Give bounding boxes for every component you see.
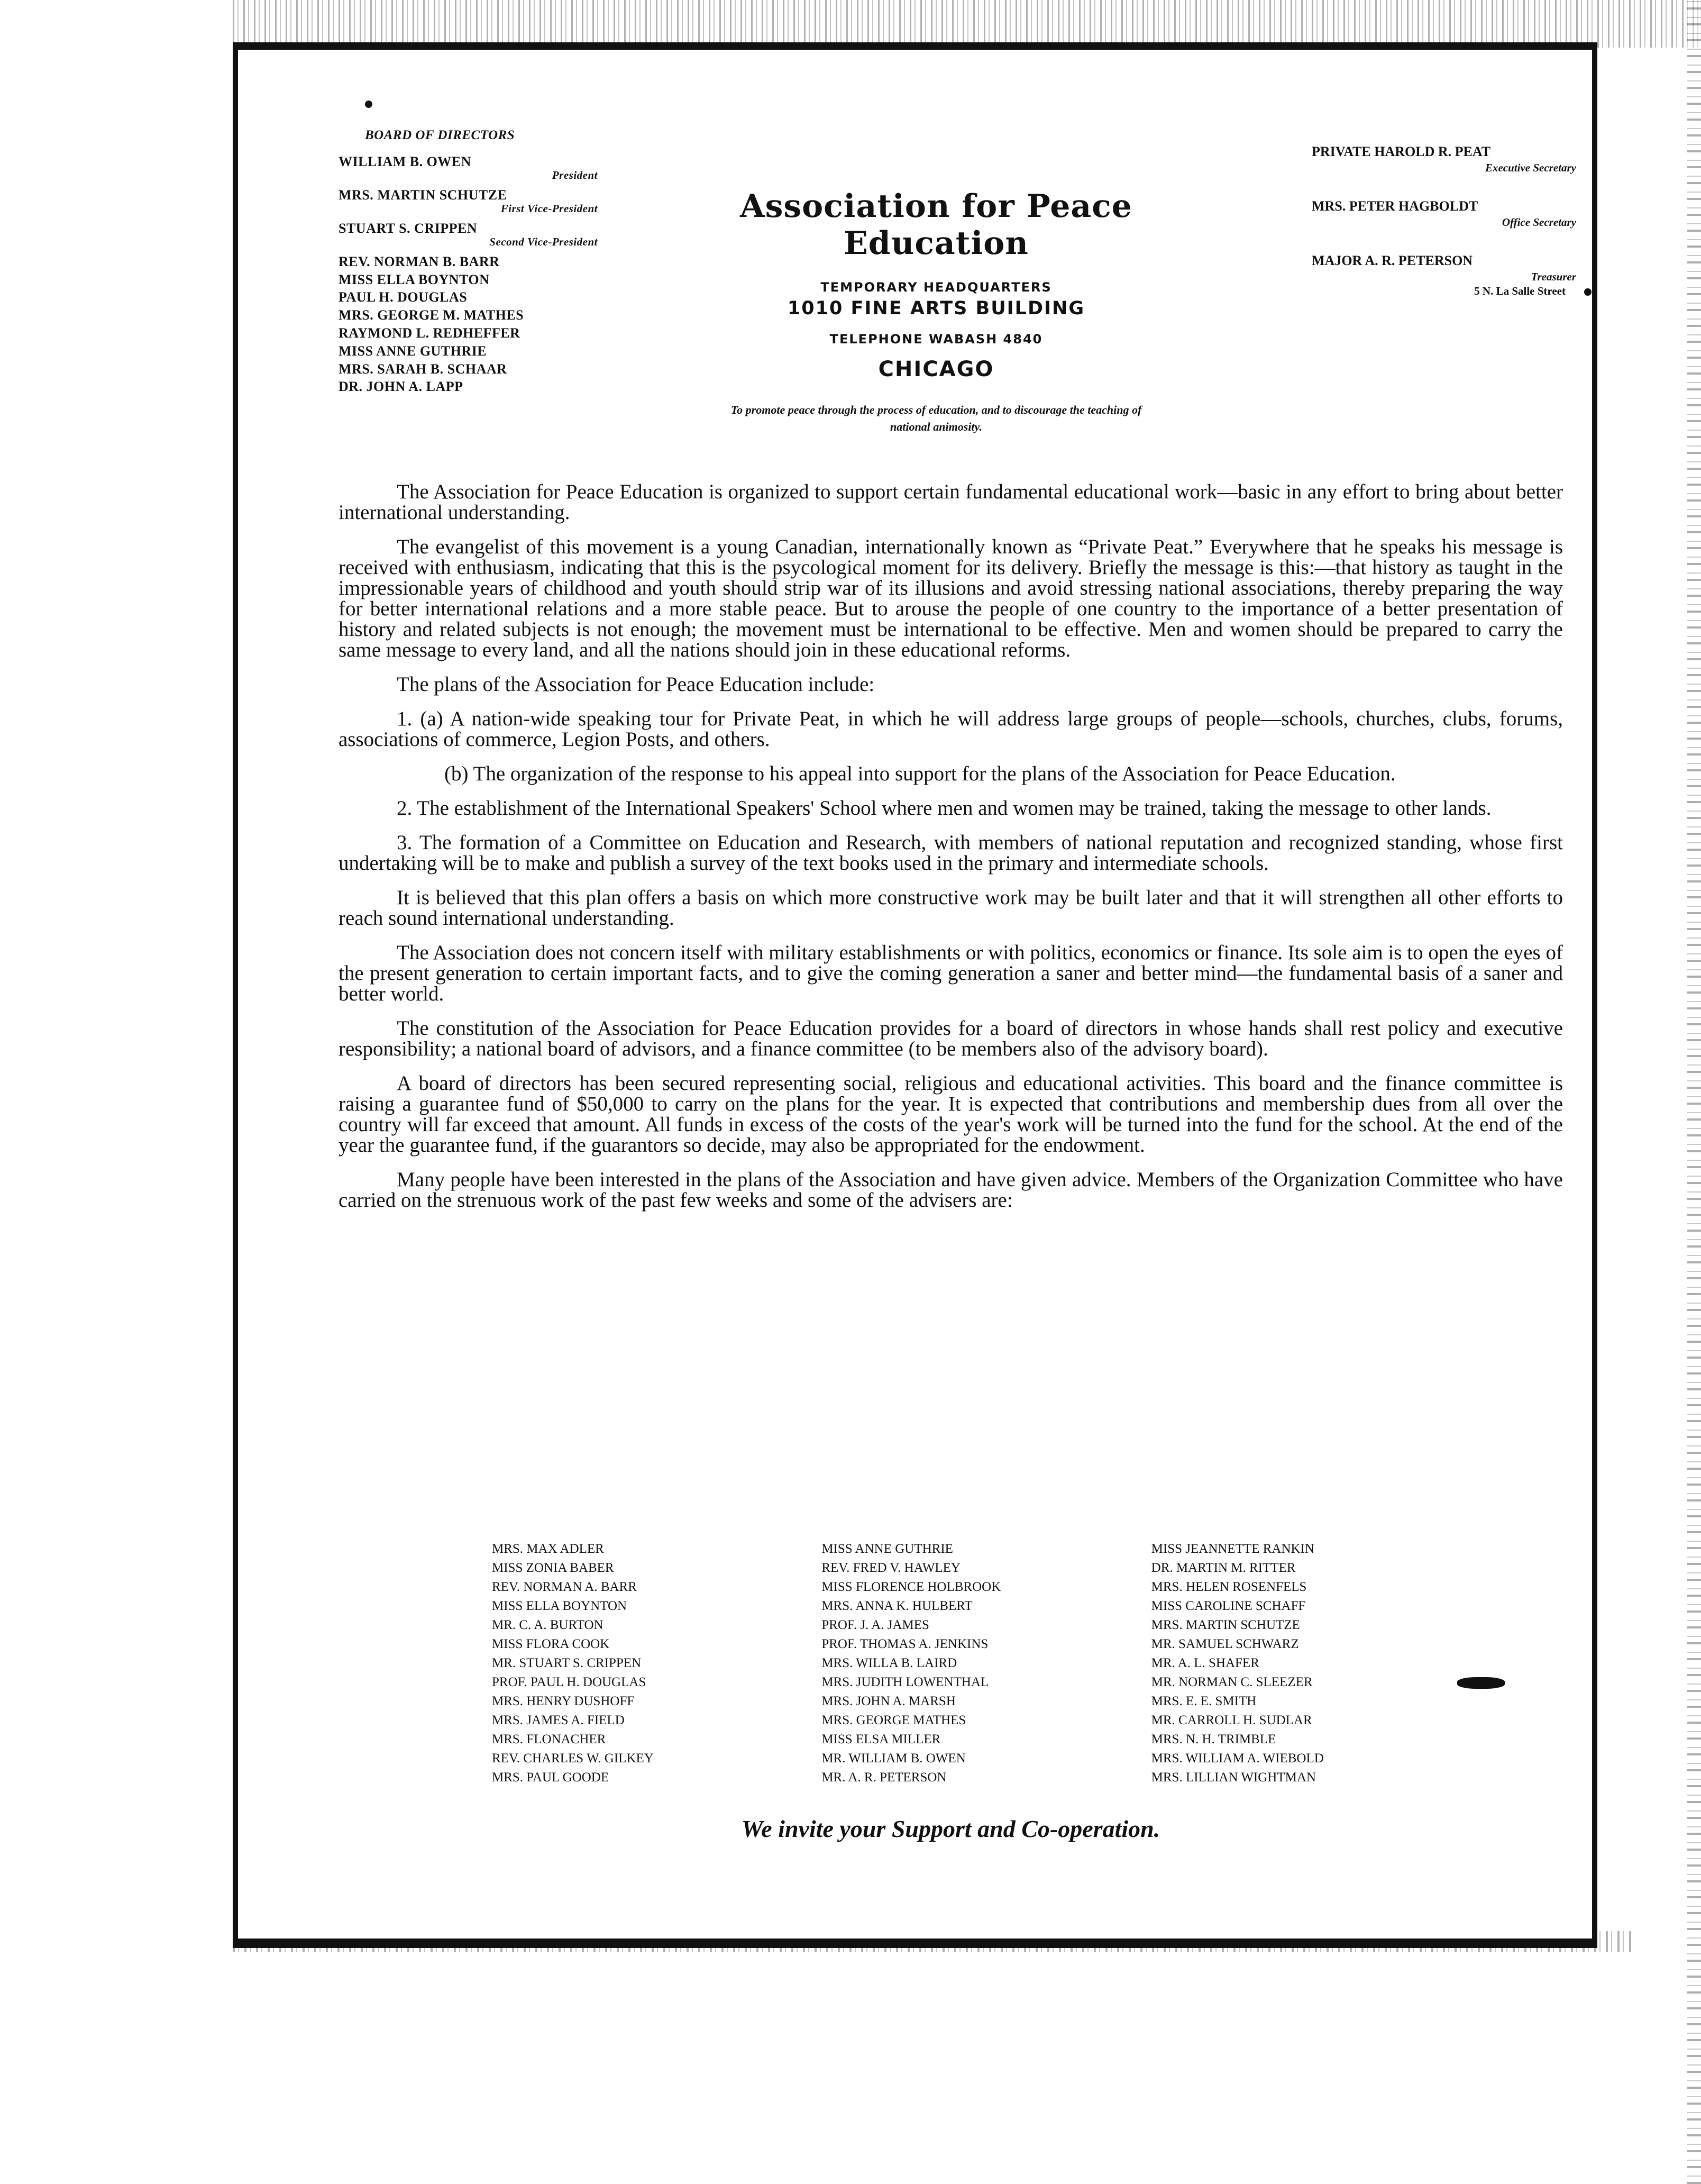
scan-blot — [1457, 1677, 1505, 1689]
officer-title: Executive Secretary — [1485, 161, 1576, 174]
director-name: MRS. GEORGE M. MATHES — [339, 307, 524, 323]
adviser-name: MR. A. R. PETERSON — [821, 1770, 947, 1785]
director-entry — [339, 153, 614, 183]
adviser-name: MR. NORMAN C. SLEEZER — [1151, 1675, 1313, 1689]
scan-edge-right — [1687, 0, 1701, 2184]
paragraph: 1. (a) A nation-wide speaking tour for Private Peat, in which he will address large groups of people—schools, churches, clubs, forums, associations of commerce, Legion Posts, and others. — [339, 707, 1563, 751]
adviser-name: REV. CHARLES W. GILKEY — [492, 1751, 654, 1766]
director-entry — [339, 220, 614, 250]
letter-body — [339, 481, 1563, 1224]
adviser-name: MRS. PAUL GOODE — [492, 1770, 609, 1785]
director-name: PAUL H. DOUGLAS — [339, 289, 468, 305]
officer-entry — [1312, 252, 1576, 298]
organization-name: Association for Peace Education — [740, 188, 1132, 262]
adviser-name: MRS. MAX ADLER — [492, 1542, 604, 1556]
officer-name: MAJOR A. R. PETERSON — [1312, 253, 1473, 269]
director-title: President — [552, 169, 598, 182]
paragraph: The Association for Peace Education is organized to support certain fundamental educational work—basic in any effort to bring about better international understanding. — [339, 480, 1563, 524]
adviser-name: PROF. J. A. JAMES — [821, 1618, 929, 1632]
adviser-name: MISS CAROLINE SCHAFF — [1151, 1599, 1306, 1613]
adviser-name: MR. SAMUEL SCHWARZ — [1151, 1637, 1299, 1651]
adviser-name: MRS. MARTIN SCHUTZE — [1151, 1618, 1300, 1632]
adviser-name: PROF. PAUL H. DOUGLAS — [492, 1675, 646, 1689]
paragraph: The Association does not concern itself with military establishments or with politics, economics or finance. Its sole aim is to open the eyes of the present generation to certain important facts, and to give the coming generation a saner and better mind—the fundamental basis of a saner and better world. — [339, 941, 1563, 1005]
adviser-name: MRS. ANNA K. HULBERT — [821, 1599, 973, 1613]
adviser-name: MISS JEANNETTE RANKIN — [1151, 1542, 1314, 1556]
adviser-name: MRS. FLONACHER — [492, 1732, 606, 1746]
adviser-name: MISS ELSA MILLER — [821, 1732, 941, 1746]
letterhead-center — [645, 188, 1227, 435]
adviser-name: MRS. GEORGE MATHES — [821, 1713, 966, 1727]
motto: To promote peace through the process of education, and to discourage the teaching of national animosity. — [730, 403, 1142, 433]
paragraph: Many people have been interested in the plans of the Association and have given advice. Members of the Organization Committee who have carried on the strenuous work of the past few weeks and some of the advisers are: — [339, 1168, 1563, 1212]
closing-line: We invite your Support and Co-operation. — [741, 1815, 1160, 1842]
advisers-list — [492, 1540, 1444, 1787]
advisers-column-3 — [1151, 1540, 1444, 1787]
director-name: MRS. MARTIN SCHUTZE — [339, 187, 507, 203]
adviser-name: MRS. JUDITH LOWENTHAL — [821, 1675, 989, 1689]
officers — [1312, 143, 1576, 299]
director-title: Second Vice-President — [489, 235, 598, 249]
adviser-name: MR. STUART S. CRIPPEN — [492, 1656, 642, 1670]
director-entry — [339, 186, 614, 216]
adviser-name: MR. WILLIAM B. OWEN — [821, 1751, 966, 1766]
building-address: 1010 FINE ARTS BUILDING — [787, 298, 1085, 319]
director-name: MISS ANNE GUTHRIE — [339, 343, 487, 359]
board-heading: BOARD OF DIRECTORS — [365, 128, 515, 142]
adviser-name: PROF. THOMAS A. JENKINS — [821, 1637, 989, 1651]
adviser-name: REV. NORMAN A. BARR — [492, 1580, 637, 1594]
director-name: DR. JOHN A. LAPP — [339, 379, 463, 395]
adviser-name: MRS. E. E. SMITH — [1151, 1694, 1257, 1708]
adviser-name: MISS ZONIA BABER — [492, 1561, 614, 1575]
officer-title: Treasurer — [1531, 270, 1576, 283]
headquarters-label: TEMPORARY HEADQUARTERS — [820, 280, 1052, 295]
adviser-name: MRS. HENRY DUSHOFF — [492, 1694, 635, 1708]
director-name: REV. NORMAN B. BARR — [339, 253, 500, 269]
advisers-column-2 — [821, 1540, 1114, 1787]
adviser-name: MRS. JAMES A. FIELD — [492, 1713, 625, 1727]
officer-title: Office Secretary — [1502, 215, 1576, 229]
adviser-name: MISS ANNE GUTHRIE — [821, 1542, 953, 1556]
director-name: MISS ELLA BOYNTON — [339, 271, 490, 287]
telephone: TELEPHONE WABASH 4840 — [829, 332, 1043, 347]
adviser-name: MRS. HELEN ROSENFELS — [1151, 1580, 1307, 1594]
paragraph: (b) The organization of the response to his appeal into support for the plans of the Association for Peace Education. — [444, 762, 1396, 785]
paragraph: The plans of the Association for Peace Education include: — [397, 673, 875, 696]
director-name: WILLIAM B. OWEN — [339, 153, 471, 169]
scan-speck — [1584, 288, 1592, 296]
director-name: RAYMOND L. REDHEFFER — [339, 325, 520, 341]
scan-edge-top — [233, 0, 1701, 48]
adviser-name: MRS. LILLIAN WIGHTMAN — [1151, 1770, 1316, 1785]
adviser-name: REV. FRED V. HAWLEY — [821, 1561, 961, 1575]
paragraph: 3. The formation of a Committee on Education and Research, with members of national reputation and recognized standing, whose first undertaking will be to make and publish a survey of the text books used in the primary and intermediate schools. — [339, 831, 1563, 875]
adviser-name: MISS ELLA BOYNTON — [492, 1599, 627, 1613]
paragraph: A board of directors has been secured representing social, religious and educational activities. This board and the finance committee is raising a guarantee fund of $50,000 to carry on the plans for the year. It is expected that contributions and membership dues from all over the country will far exceed that amount. All funds in excess of the costs of the year's work will be turned into the fund for the school. At the end of the year the guarantee fund, if the guarantors so decide, may also be appropriated for the endowment. — [339, 1072, 1563, 1157]
director-name: STUART S. CRIPPEN — [339, 220, 478, 236]
city: CHICAGO — [878, 357, 994, 381]
officer-entry — [1312, 197, 1576, 230]
paragraph: The evangelist of this movement is a young Canadian, internationally known as “Private Peat.” Everywhere that he speaks his message is received with enthusiasm, indicating that this is the psycological moment for its delivery. Briefly the message is this:—that history as taught in the impressionable years of childhood and youth should strip war of its illusions and avoid stressing national associations, thereby preparing the way for better international relations and a more stable peace. But to arouse the people of one country to the importance of a better presentation of history and related subjects is not enough; the movement must be international to be effective. Men and women should be prepared to carry the same message to every land, and all the nations should join in these educational reforms. — [339, 535, 1563, 661]
adviser-name: MR. C. A. BURTON — [492, 1618, 603, 1632]
adviser-name: MRS. JOHN A. MARSH — [821, 1694, 956, 1708]
adviser-name: MR. A. L. SHAFER — [1151, 1656, 1259, 1670]
officer-address: 5 N. La Salle Street — [1474, 285, 1566, 298]
adviser-name: MR. CARROLL H. SUDLAR — [1151, 1713, 1312, 1727]
scan-speck — [365, 101, 372, 108]
officer-name: MRS. PETER HAGBOLDT — [1312, 198, 1478, 214]
adviser-name: DR. MARTIN M. RITTER — [1151, 1561, 1296, 1575]
adviser-name: MISS FLORA COOK — [492, 1637, 610, 1651]
adviser-name: MISS FLORENCE HOLBROOK — [821, 1580, 1001, 1594]
director-title: First Vice-President — [500, 202, 598, 215]
adviser-name: MRS. WILLIAM A. WIEBOLD — [1151, 1751, 1324, 1766]
paragraph: It is believed that this plan offers a basis on which more constructive work may be built later and that it will strengthen all other efforts to reach sound international understanding. — [339, 886, 1563, 930]
officer-entry — [1312, 143, 1576, 175]
paragraph: 2. The establishment of the International Speakers' School where men and women may be trained, taking the message to other lands. — [397, 797, 1492, 820]
adviser-name: MRS. N. H. TRIMBLE — [1151, 1732, 1276, 1746]
director-name: MRS. SARAH B. SCHAAR — [339, 361, 507, 377]
adviser-name: MRS. WILLA B. LAIRD — [821, 1656, 957, 1670]
board-of-directors — [339, 127, 614, 396]
advisers-column-1 — [492, 1540, 784, 1787]
paragraph: The constitution of the Association for Peace Education provides for a board of directors in whose hands shall rest policy and executive responsibility; a national board of advisors, and a finance committee (to be members also of the advisory board). — [339, 1017, 1563, 1060]
officer-name: PRIVATE HAROLD R. PEAT — [1312, 144, 1491, 159]
